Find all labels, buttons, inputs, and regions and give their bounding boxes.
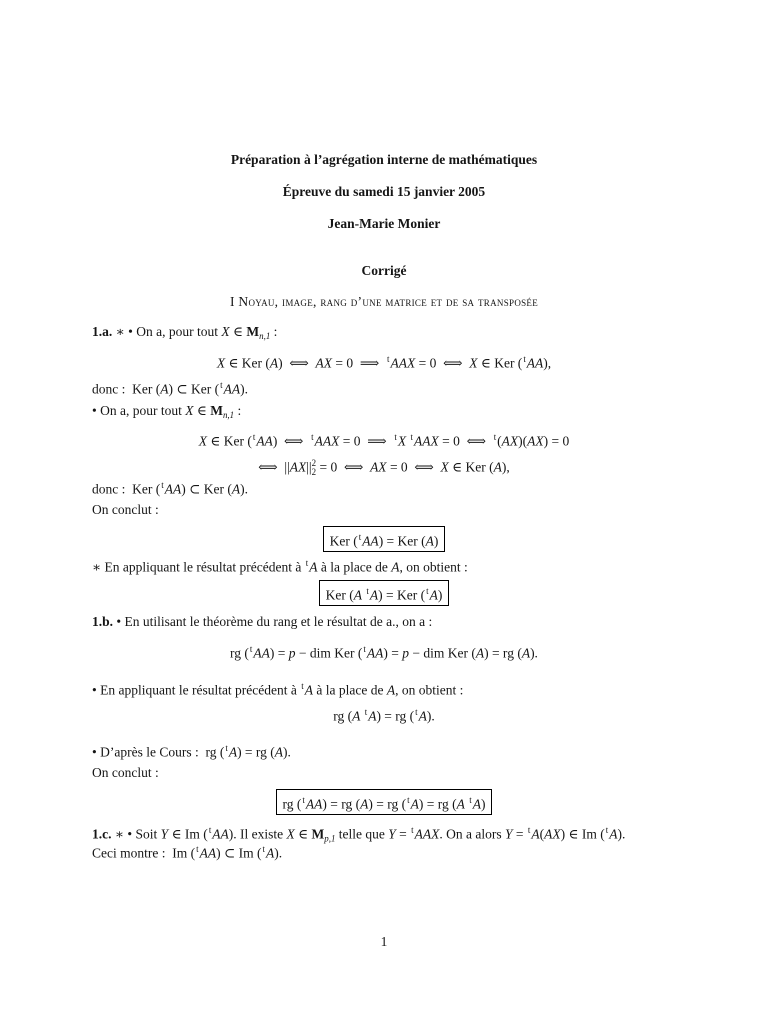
- bold-text: 1.c.: [92, 826, 112, 842]
- math-variable: AA: [223, 381, 241, 397]
- exercise-1a-intro: [92, 323, 277, 345]
- math-variable: AX: [289, 459, 307, 475]
- math-variable: AA: [212, 826, 229, 842]
- transpose-mark: t: [249, 644, 253, 654]
- text-run: ).: [283, 744, 291, 760]
- bold-text: M: [210, 403, 223, 418]
- text-run: ∈ Im (: [168, 826, 208, 842]
- transpose-mark: t: [407, 795, 410, 805]
- text-run: ) = Ker (: [378, 533, 426, 549]
- transpose-mark: t: [196, 844, 199, 854]
- math-variable: A: [304, 682, 314, 698]
- text-run: Ceci montre : Im (: [92, 845, 196, 861]
- document-title: Préparation à l’agrégation interne de mathématiques: [230, 152, 538, 167]
- exam-date: Épreuve du samedi 15 janvier 2005: [282, 184, 486, 199]
- text-run: ∈ Ker (: [448, 459, 494, 475]
- transpose-mark: t: [252, 432, 256, 442]
- text-run: ): [480, 796, 486, 812]
- text-run: ) = Ker (: [378, 587, 426, 603]
- text-run: [465, 796, 468, 811]
- page-number: 1: [380, 934, 388, 949]
- math-variable: A: [386, 682, 396, 698]
- text-run: , on obtient :: [399, 559, 468, 575]
- transpose-application-2: [92, 677, 463, 699]
- transpose-mark: t: [394, 432, 397, 442]
- text-run: ) =: [269, 645, 289, 661]
- text-run: • On a, pour tout: [92, 403, 186, 418]
- text-run: ) ∈ Im (: [560, 826, 605, 842]
- text-run: (: [539, 826, 545, 842]
- text-run: :: [270, 324, 278, 339]
- math-variable: X: [198, 433, 207, 449]
- transpose-mark: t: [523, 354, 526, 364]
- text-run: = 0 ⟹: [339, 433, 394, 449]
- bold-text: M: [311, 826, 325, 842]
- math-variable: AA: [362, 533, 379, 549]
- math-variable: p: [288, 645, 296, 661]
- text-run: ) = 0: [543, 433, 570, 449]
- math-variable: AX: [544, 826, 561, 842]
- rank-formula-1: [92, 640, 676, 662]
- text-run: à la place de: [313, 682, 387, 698]
- text-run: • En appliquant le résultat précédent à: [92, 682, 301, 698]
- text-run: = 0 ⟺: [415, 355, 470, 371]
- text-run: ).: [240, 481, 249, 497]
- math-variable: A: [274, 744, 284, 760]
- math-variable: AX: [527, 433, 544, 449]
- math-variable: A: [353, 587, 363, 603]
- text-run: ) = rg (: [418, 796, 457, 812]
- math-variable: A: [418, 708, 427, 724]
- exercise-1a-second-part: [92, 402, 241, 424]
- math-variable: AA: [256, 433, 273, 449]
- math-variable: X: [185, 403, 194, 418]
- text-run: ∈: [294, 826, 312, 842]
- result-box: [276, 789, 493, 815]
- transpose-mark: t: [415, 707, 418, 717]
- text-run: ) = rg (: [322, 796, 361, 812]
- math-variable: A: [231, 481, 241, 497]
- boxed-result-1: [92, 526, 676, 552]
- bold-text: 1.a.: [92, 324, 113, 339]
- text-run: à la place de: [317, 559, 392, 575]
- bold-text: M: [246, 324, 260, 339]
- transpose-mark: t: [411, 825, 414, 835]
- transpose-mark: t: [302, 795, 305, 805]
- transpose-mark: t: [426, 586, 429, 596]
- math-variable: X: [286, 826, 295, 842]
- text-run: − dim Ker (: [295, 645, 363, 661]
- conclusion-label: [92, 501, 159, 519]
- text-run: ∈: [193, 403, 211, 418]
- text-run: = 0 ⟺: [438, 433, 493, 449]
- text-run: ) = rg (: [484, 645, 522, 661]
- text-run: ∈ Ker (: [225, 355, 270, 371]
- subscript: n,1: [222, 410, 235, 421]
- transpose-mark: t: [366, 586, 369, 596]
- text-run: ).: [274, 845, 283, 861]
- text-run: ).: [530, 645, 538, 661]
- math-variable: AA: [305, 796, 323, 812]
- transpose-mark: t: [387, 354, 390, 364]
- math-variable: AX: [315, 355, 333, 371]
- math-variable: A: [266, 845, 275, 861]
- text-run: ) ⊂ Ker (: [181, 481, 232, 497]
- transpose-mark: t: [161, 480, 164, 490]
- inclusion-statement-2: [92, 476, 248, 498]
- transpose-mark: t: [208, 825, 212, 835]
- text-run: = 0 ⟺: [386, 459, 441, 475]
- transpose-mark: t: [358, 532, 362, 542]
- text-run: ⟺ ||: [258, 459, 290, 475]
- math-variable: X: [440, 459, 449, 475]
- author-name: Jean-Marie Monier: [327, 216, 441, 231]
- math-variable: A: [456, 796, 465, 812]
- text-run: ) =: [383, 645, 403, 661]
- equivalence-chain-1: [92, 350, 676, 372]
- result-box: [323, 526, 446, 552]
- math-variable: AA: [253, 645, 270, 661]
- text-run: ): [433, 533, 439, 549]
- math-variable: X: [469, 355, 478, 371]
- transpose-mark: t: [262, 844, 266, 854]
- math-variable: A: [391, 559, 400, 575]
- transpose-mark: t: [301, 681, 304, 691]
- text-run: ) = rg (: [237, 744, 275, 760]
- math-variable: AA: [164, 481, 182, 497]
- text-run: ): [437, 587, 443, 603]
- text-run: On conclut :: [92, 765, 159, 780]
- text-run: = 0 ⟹: [332, 355, 386, 371]
- text-run: [360, 708, 363, 723]
- inclusion-statement-1: [92, 376, 248, 398]
- math-variable: A: [269, 355, 279, 371]
- text-run: − dim Ker (: [408, 645, 476, 661]
- transpose-mark: t: [305, 558, 309, 568]
- math-variable: A: [521, 645, 531, 661]
- text-run: :: [234, 403, 242, 418]
- text-run: rg (: [282, 796, 302, 812]
- transpose-mark: t: [220, 380, 223, 390]
- subscript: n,1: [259, 331, 271, 342]
- math-variable: AAX: [414, 826, 440, 842]
- math-variable: A: [425, 533, 434, 549]
- transpose-application-1: [92, 554, 468, 576]
- text-run: ) = rg (: [376, 708, 415, 724]
- math-variable: AA: [366, 645, 384, 661]
- text-run: ∗ En appliquant le résultat précédent à: [92, 559, 305, 575]
- math-variable: Y: [160, 826, 169, 842]
- math-variable: AAX: [390, 355, 416, 371]
- conclusion-label: [92, 764, 159, 782]
- equivalence-chain-2: [92, 428, 676, 450]
- text-run: rg (: [333, 708, 353, 724]
- math-variable: A: [472, 796, 481, 812]
- transpose-mark: t: [469, 795, 472, 805]
- text-run: ∗ • Soit: [111, 826, 161, 842]
- math-variable: X: [397, 433, 407, 449]
- rank-formula-2: [92, 703, 676, 725]
- math-variable: X: [221, 324, 230, 339]
- math-variable: AAX: [413, 433, 439, 449]
- result-box: [319, 580, 450, 606]
- text-run: ).: [617, 826, 626, 842]
- math-variable: p: [402, 645, 409, 661]
- text-run: = 0 ⟺: [316, 459, 371, 475]
- transpose-mark: t: [364, 707, 368, 717]
- text-run: (: [497, 433, 502, 449]
- boxed-result-3: [92, 789, 676, 815]
- text-run: ),: [543, 355, 552, 371]
- math-variable: A: [410, 796, 419, 812]
- math-variable: Y: [388, 826, 396, 842]
- math-variable: A: [369, 587, 379, 603]
- text-run: [362, 587, 365, 602]
- transpose-mark: t: [527, 825, 531, 835]
- text-run: Ker (: [325, 587, 354, 603]
- text-run: Ker (: [329, 533, 358, 549]
- transpose-mark: t: [311, 432, 314, 442]
- text-run: ||: [306, 459, 312, 475]
- math-variable: AA: [199, 845, 217, 861]
- text-run: ∗ • On a, pour tout: [112, 324, 222, 339]
- text-run: ) ⟺: [278, 355, 316, 371]
- text-run: ) ⊂ Ker (: [168, 381, 220, 397]
- text-run: ) ⟺: [272, 433, 311, 449]
- math-variable: A: [228, 744, 238, 760]
- text-run: ∈ Ker (: [206, 433, 252, 449]
- math-variable: A: [360, 796, 369, 812]
- transpose-mark: t: [493, 432, 497, 442]
- text-run: • En utilisant le théorème du rang et le résultat de a., on a :: [113, 614, 433, 629]
- text-run: , on obtient :: [395, 682, 464, 698]
- transpose-mark: t: [605, 825, 609, 835]
- superscript: 2: [311, 458, 317, 468]
- text-run: ),: [501, 459, 510, 475]
- math-variable: AAX: [314, 433, 340, 449]
- math-variable: A: [352, 708, 361, 724]
- text-run: donc : Ker (: [92, 481, 161, 497]
- text-run: On conclut :: [92, 502, 159, 517]
- math-variable: AX: [501, 433, 519, 449]
- boxed-result-2: [92, 580, 676, 606]
- text-run: . On a alors: [439, 826, 506, 842]
- transpose-mark: t: [410, 432, 413, 442]
- text-run: rg (: [230, 645, 249, 661]
- text-run: ∈: [229, 324, 247, 339]
- text-run: ).: [240, 381, 249, 397]
- text-run: [406, 433, 409, 448]
- text-run: =: [395, 826, 411, 842]
- text-run: =: [512, 826, 527, 842]
- text-run: )(: [518, 433, 528, 449]
- text-run: ).: [426, 708, 435, 724]
- math-variable: Y: [505, 826, 513, 842]
- course-reference: [92, 739, 291, 761]
- math-variable: AA: [526, 355, 544, 371]
- transpose-mark: t: [363, 644, 366, 654]
- text-run: ∈ Ker (: [477, 355, 523, 371]
- transpose-mark: t: [225, 743, 228, 753]
- math-variable: A: [429, 587, 438, 603]
- subscript: p,1: [324, 833, 336, 844]
- math-variable: AX: [370, 459, 387, 475]
- math-variable: X: [216, 355, 226, 371]
- bold-text: 1.b.: [92, 614, 114, 629]
- text-run: ). Il existe: [228, 826, 287, 842]
- math-variable: A: [609, 826, 618, 842]
- math-variable: A: [368, 708, 377, 724]
- text-run: • D’après le Cours : rg (: [92, 744, 225, 760]
- math-variable: A: [309, 559, 318, 575]
- text-run: ) = rg (: [368, 796, 407, 812]
- exercise-1b-intro: [92, 613, 432, 631]
- correction-heading: Corrigé: [361, 263, 407, 278]
- subscript: 2: [311, 466, 317, 477]
- math-variable: A: [160, 381, 169, 397]
- text-run: donc : Ker (: [92, 381, 161, 397]
- math-variable: A: [531, 826, 540, 842]
- image-inclusion-statement: [92, 840, 282, 862]
- section-heading: I Noyau, image, rang d’une matrice et de sa transposée: [229, 294, 539, 309]
- math-variable: A: [475, 645, 485, 661]
- math-variable: A: [493, 459, 502, 475]
- text-run: telle que: [335, 826, 389, 842]
- text-run: ) ⊂ Im (: [216, 845, 262, 861]
